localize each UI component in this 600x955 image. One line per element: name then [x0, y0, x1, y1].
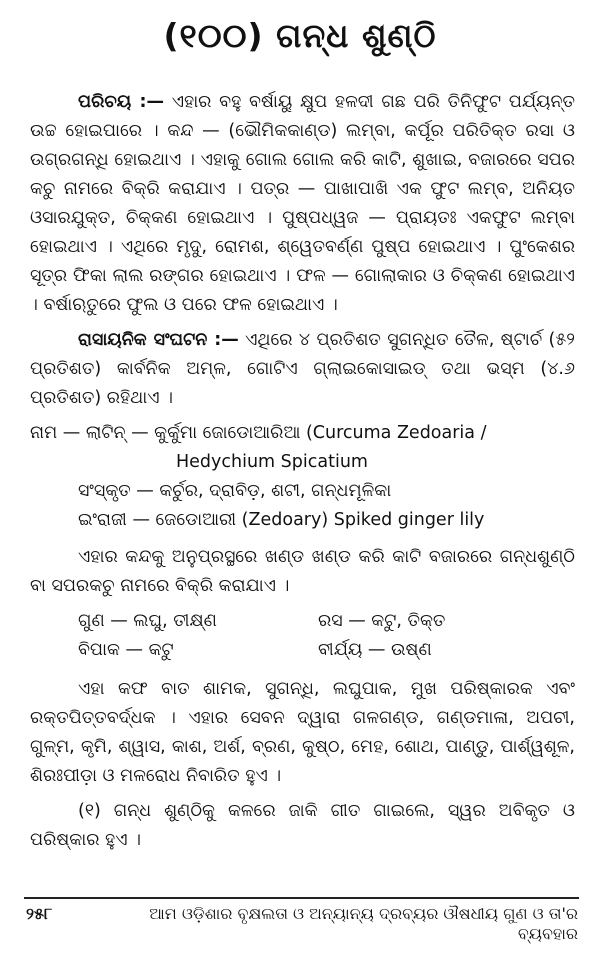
use-paragraph: (୧) ଗନ୍ଧ ଶୁଣ୍ଠିକୁ କଳରେ ଜାକି ଗୀତ ଗାଇଲେ, ସ୍ୱର ଅବିକୃତ ଓ ପରିଷ୍କାର ହୁଏ । [30, 801, 575, 850]
intro-paragraph [30, 88, 575, 320]
intro-text: ଏହାର ବହୁ ବର୍ଷାୟୁ କ୍ଷୁପ ହଳଦୀ ଗଛ ପରି ତିନିଫୁଟ ପର୍ଯ୍ୟନ୍ତ ଉଚ୍ଚ ହୋଇପାରେ । କନ୍ଦ — (ଭୌମିକକାଣ୍ଡ) ଲମ୍ବା, କର୍ପୂର ପରିତିକ୍ତ ରସା ଓ ଉଗ୍ରଗନ୍ଧି ହୋଇଥାଏ । ଏହାକୁ ଗୋଲ ଗୋଲ କରି କାଟି, ଶୁଖାଇ, ବଜାରରେ ସପର କଚୁ ନାମରେ ବିକ୍ରି କରାଯାଏ । ପତ୍ର — ପାଖାପାଖି ଏକ ଫୁଟ ଲମ୍ବ, ଅନିୟତ ଓସାରଯୁକ୍ତ, ଚିକ୍କଣ ହୋଇଥାଏ । ପୁଷ୍ପଧ୍ୱଜ — ପ୍ରାୟତଃ ଏକଫୁଟ ଲମ୍ବା ହୋଇଥାଏ । ଏଥିରେ ମୃଦୁ, ରୋମଶ, ଶ୍ୱେତବର୍ଣ୍ଣ ପୁଷ୍ପ ହୋଇଥାଏ । ପୁଂକେଶର ସୂତ୍ର ଫିକା ଲାଲ ରଙ୍ଗର ହୋଇଥାଏ । ଫଳ — ଗୋଲାକାର ଓ ଚିକ୍କଣ ହୋଇଥାଏ । ବର୍ଷାଋତୁରେ ଫୁଲ ଓ ପରେ ଫଳ ହୋଇଥାଏ । [30, 92, 576, 315]
property-rasa: ରସ — କଟୁ, ତିକ୍ତ [318, 611, 446, 631]
names-sanskrit: ସଂସ୍କୃତ — କର୍ଚୁର, ଦ୍ରାବିଡ଼, ଶଟୀ, ଗନ୍ଧମୂଳିକା [78, 481, 392, 501]
names-latin: ଲାଟିନ୍ — କୁର୍କୁମା ଜୋଡୋଆରିଆ (Curcuma Zedoaria / [85, 423, 487, 443]
book-title: ଆମ ଓଡ଼ିଶାର ବୃକ୍ଷଲତା ଓ ଅନ୍ୟାନ୍ୟ ଦ୍ରବ୍ୟର ଔଷଧୀୟ ଗୁଣ ଓ ତା'ର ବ୍ୟବହାର [149, 904, 578, 943]
page-footer [26, 904, 578, 944]
document-body [30, 88, 575, 861]
page-title: (୧୦୦) ଗନ୍ଧ ଶୁଣ୍ଠି [163, 16, 437, 55]
names-english: ଇଂରାଜୀ — ଜେଡୋଆରୀ (Zedoary) Spiked ginger lily [78, 510, 485, 530]
names-latin-row [30, 419, 575, 448]
names-label: ନାମ — [30, 423, 81, 443]
property-vipaka: ବିପାକ — କଟୁ [78, 640, 174, 660]
chemistry-heading: ରାସାୟନିକ ସଂଘଟନ :— [78, 330, 239, 350]
chemistry-paragraph [30, 326, 575, 413]
properties-row [78, 636, 575, 665]
names-block [30, 419, 575, 535]
page-number: ୨୫୮ [26, 904, 53, 923]
properties-table [78, 607, 575, 665]
names-latin-continued: Hedychium Spicatium [176, 452, 368, 472]
footer-divider [24, 897, 579, 899]
intro-heading: ପରିଚୟ :— [78, 92, 164, 112]
effects-paragraph: ଏହା କଫ ବାତ ଶାମକ, ସୁଗନ୍ଧି, ଲଘୁପାକ, ମୁଖ ପରିଷ୍କାରକ ଏବଂ ରକ୍ତପିତ୍ତବର୍ଦ୍ଧକ । ଏହାର ସେବନ ଦ୍ୱାରା ଗଳଗଣ୍ଡ, ଗଣ୍ଡମାଳା, ଅପଚୀ, ଗୁଳ୍ମ, କୃମି, ଶ୍ୱାସ, କାଶ, ଅର୍ଶ, ବ୍ରଣ, କୁଷ୍ଠ, ମେହ, ଶୋଥ, ପାଣ୍ଡୁ, ପାର୍ଶ୍ୱଶୂଳ, ଶିରଃପୀଡ଼ା ଓ ମଳରୋଧ ନିବାରିତ ହୁଏ । [30, 679, 575, 786]
market-paragraph: ଏହାର କନ୍ଦକୁ ଅନୁପ୍ରସ୍ଥରେ ଖଣ୍ଡ ଖଣ୍ଡ କରି କାଟି ବଜାରରେ ଗନ୍ଧଶୁଣ୍ଠି ବା ସପରକଚୁ ନାମରେ ବିକ୍ରି କରାଯାଏ । [30, 547, 575, 596]
properties-row [78, 607, 575, 636]
property-guna: ଗୁଣ — ଲଘୁ, ତୀକ୍ଷ୍ଣ [78, 611, 217, 631]
property-virya: ବୀର୍ଯ୍ୟ — ଉଷ୍ଣ [318, 640, 432, 660]
chemistry-text: ଏଥିରେ ୪ ପ୍ରତିଶତ ସୁଗନ୍ଧିତ ତୈଳ, ଷ୍ଟାର୍ଚ (୫୨ ପ୍ରତିଶତ) କାର୍ବନିକ ଅମ୍ଳ, ଗୋଟିଏ ଗ୍ଲାଇକୋସାଇଡ୍ ତଥା ଭସ୍ମ (୪.୬ ପ୍ରତିଶତ) ରହିଥାଏ । [30, 330, 576, 408]
